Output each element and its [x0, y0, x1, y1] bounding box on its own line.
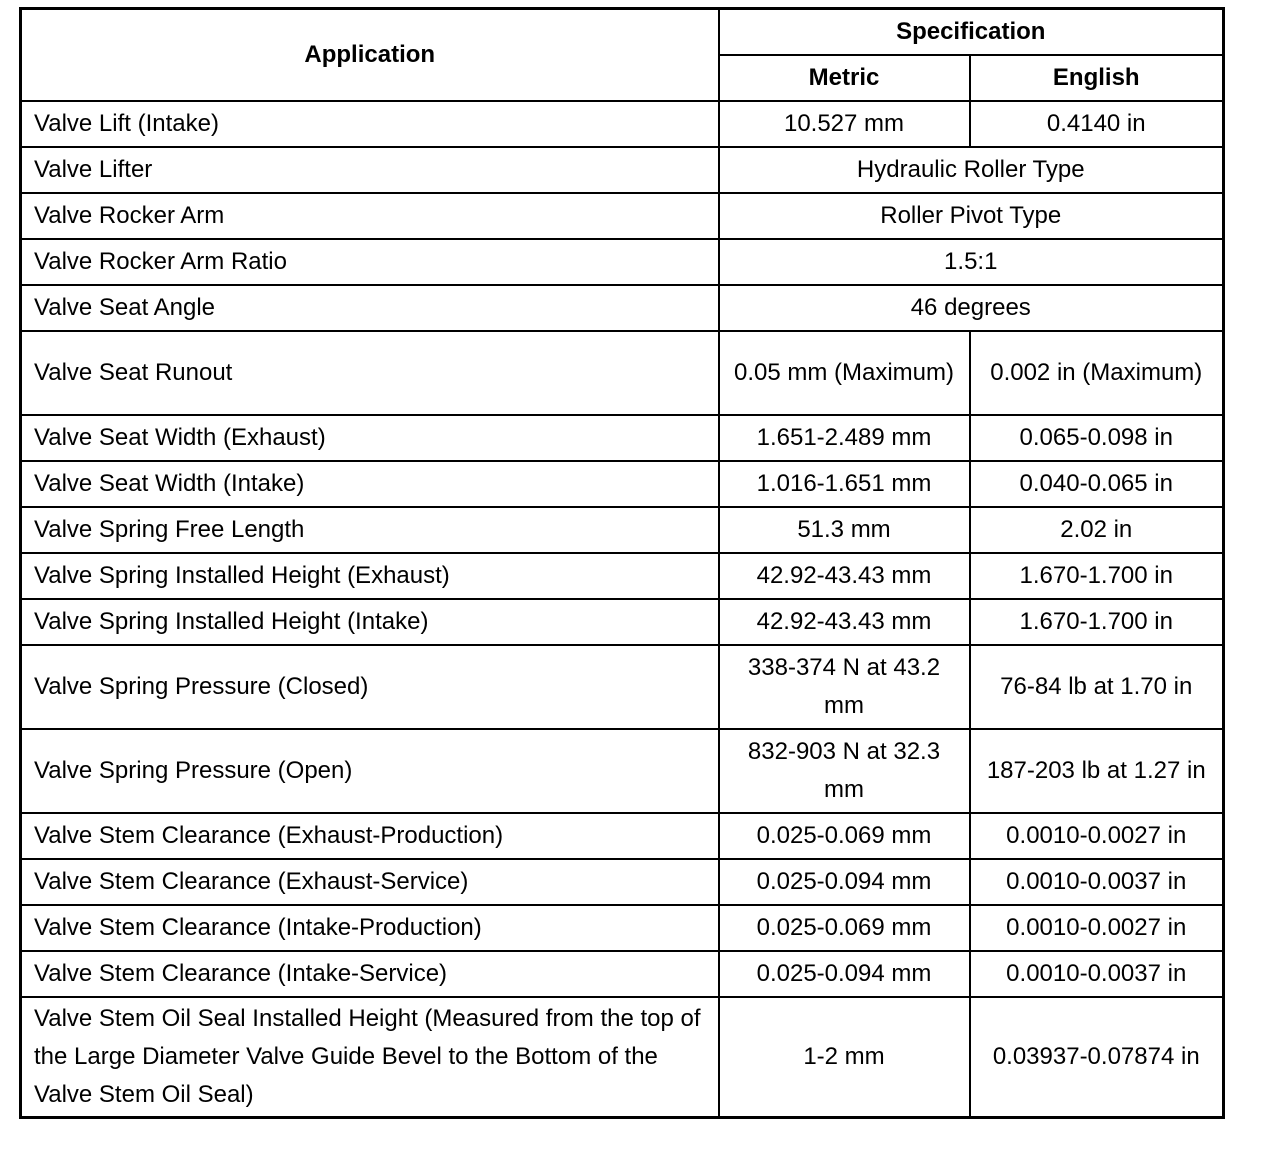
table-row: [21, 415, 1224, 461]
table-row: [21, 507, 1224, 553]
application-cell: Valve Lifter: [21, 147, 719, 193]
application-cell: Valve Spring Installed Height (Exhaust): [21, 553, 719, 599]
table-row: [21, 101, 1224, 147]
application-cell: Valve Stem Clearance (Exhaust-Service): [21, 859, 719, 905]
combined-spec-cell: 1.5:1: [719, 239, 1224, 285]
metric-cell: 832-903 N at 32.3 mm: [719, 729, 970, 813]
metric-cell: 1-2 mm: [719, 997, 970, 1118]
application-cell: Valve Lift (Intake): [21, 101, 719, 147]
metric-cell: 42.92-43.43 mm: [719, 553, 970, 599]
table-row: [21, 951, 1224, 997]
metric-cell: 338-374 N at 43.2 mm: [719, 645, 970, 729]
combined-spec-cell: Roller Pivot Type: [719, 193, 1224, 239]
metric-cell: 51.3 mm: [719, 507, 970, 553]
table-row: [21, 331, 1224, 415]
valve-spec-table: [19, 7, 1225, 1119]
english-cell: 2.02 in: [970, 507, 1224, 553]
table-row: [21, 645, 1224, 729]
english-cell: 0.065-0.098 in: [970, 415, 1224, 461]
header-metric: Metric: [719, 55, 970, 101]
table-row: [21, 859, 1224, 905]
english-cell: 0.0010-0.0027 in: [970, 813, 1224, 859]
metric-cell: 0.025-0.094 mm: [719, 859, 970, 905]
table-row: [21, 729, 1224, 813]
application-cell: Valve Seat Runout: [21, 331, 719, 415]
metric-cell: 1.651-2.489 mm: [719, 415, 970, 461]
english-cell: 0.03937-0.07874 in: [970, 997, 1224, 1118]
metric-cell: 0.05 mm (Maximum): [719, 331, 970, 415]
combined-spec-cell: Hydraulic Roller Type: [719, 147, 1224, 193]
metric-cell: 1.016-1.651 mm: [719, 461, 970, 507]
application-cell: Valve Stem Clearance (Intake-Service): [21, 951, 719, 997]
application-cell: Valve Seat Width (Intake): [21, 461, 719, 507]
english-cell: 1.670-1.700 in: [970, 599, 1224, 645]
english-cell: 0.0010-0.0037 in: [970, 859, 1224, 905]
application-cell: Valve Stem Oil Seal Installed Height (Measured from the top of the Large Diameter Valve Guide Bevel to the Bottom of the Valve Stem Oil Seal): [21, 997, 719, 1118]
metric-cell: 0.025-0.094 mm: [719, 951, 970, 997]
application-cell: Valve Spring Installed Height (Intake): [21, 599, 719, 645]
header-english: English: [970, 55, 1224, 101]
metric-cell: 42.92-43.43 mm: [719, 599, 970, 645]
application-cell: Valve Spring Free Length: [21, 507, 719, 553]
metric-cell: 10.527 mm: [719, 101, 970, 147]
table-row: [21, 193, 1224, 239]
application-cell: Valve Rocker Arm: [21, 193, 719, 239]
header-application: Application: [21, 9, 719, 102]
table-row: [21, 147, 1224, 193]
table-row: [21, 905, 1224, 951]
english-cell: 187-203 lb at 1.27 in: [970, 729, 1224, 813]
english-cell: 0.002 in (Maximum): [970, 331, 1224, 415]
table-row: [21, 239, 1224, 285]
english-cell: 0.4140 in: [970, 101, 1224, 147]
application-cell: Valve Rocker Arm Ratio: [21, 239, 719, 285]
combined-spec-cell: 46 degrees: [719, 285, 1224, 331]
metric-cell: 0.025-0.069 mm: [719, 813, 970, 859]
application-cell: Valve Stem Clearance (Exhaust-Production): [21, 813, 719, 859]
header-specification: Specification: [719, 9, 1224, 56]
english-cell: 76-84 lb at 1.70 in: [970, 645, 1224, 729]
application-cell: Valve Seat Angle: [21, 285, 719, 331]
table-row: [21, 599, 1224, 645]
metric-cell: 0.025-0.069 mm: [719, 905, 970, 951]
table-row: [21, 461, 1224, 507]
application-cell: Valve Spring Pressure (Closed): [21, 645, 719, 729]
english-cell: 0.0010-0.0037 in: [970, 951, 1224, 997]
english-cell: 1.670-1.700 in: [970, 553, 1224, 599]
application-cell: Valve Seat Width (Exhaust): [21, 415, 719, 461]
table-row: [21, 997, 1224, 1118]
application-cell: Valve Stem Clearance (Intake-Production): [21, 905, 719, 951]
table-row: [21, 553, 1224, 599]
english-cell: 0.0010-0.0027 in: [970, 905, 1224, 951]
english-cell: 0.040-0.065 in: [970, 461, 1224, 507]
application-cell: Valve Spring Pressure (Open): [21, 729, 719, 813]
table-row: [21, 813, 1224, 859]
table-row: [21, 285, 1224, 331]
